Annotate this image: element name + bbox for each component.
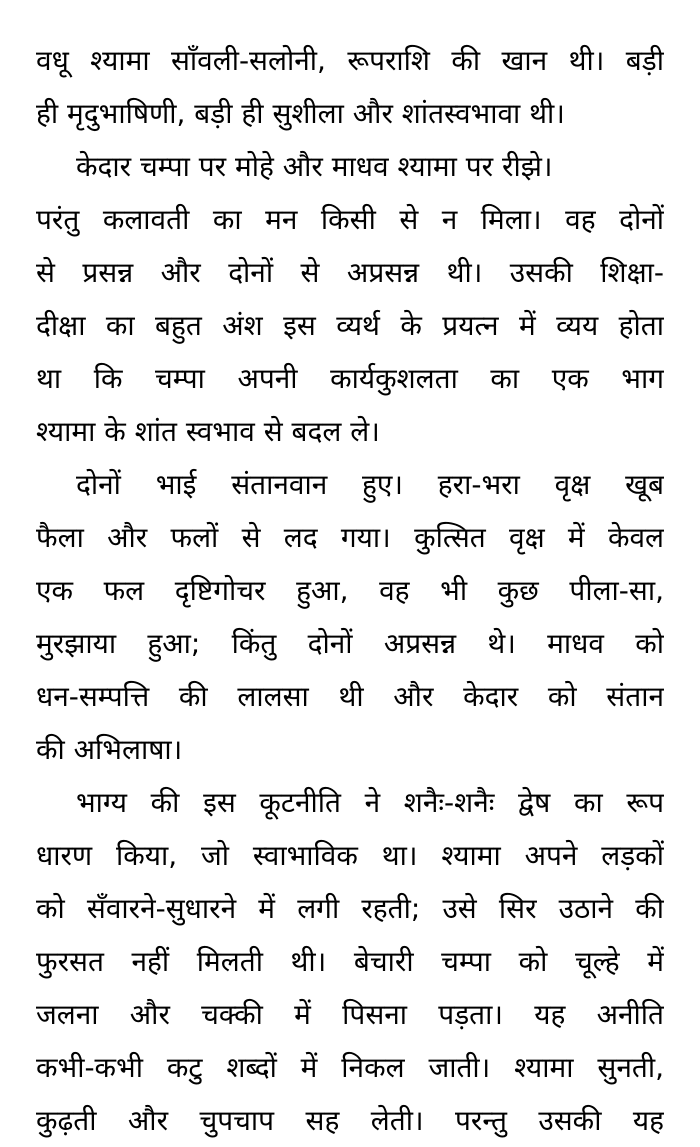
paragraph-4 (36, 776, 664, 1147)
text-line: था कि चम्पा अपनी कार्यकुशलता का एक भाग (36, 362, 664, 395)
text-line: दोनों भाई संतानवान हुए। हरा-भरा वृक्ष खूब (76, 468, 664, 501)
text-line: कुढ़ती और चुपचाप सह लेती। परन्तु उसकी यह (36, 1104, 664, 1137)
paragraph-2 (36, 140, 664, 458)
text-line: से प्रसन्न और दोनों से अप्रसन्न थी। उसकी शिक्षा- (36, 256, 664, 289)
text-line: की अभिलाषा। (36, 733, 183, 766)
text-line: धन-सम्पत्ति की लालसा थी और केदार को संतान (36, 680, 664, 713)
text-line: परंतु कलावती का मन किसी से न मिला। वह दोनों (36, 203, 664, 236)
text-line: फैला और फलों से लद गया। कुत्सित वृक्ष में केवल (36, 521, 664, 554)
text-line: जलना और चक्की में पिसना पड़ता। यह अनीति (36, 998, 664, 1031)
text-line: मुरझाया हुआ; किंतु दोनों अप्रसन्न थे। माधव को (36, 627, 664, 660)
text-line: वधू श्यामा साँवली-सलोनी, रूपराशि की खान थी। बड़ी (36, 44, 664, 77)
paragraph-1 (36, 34, 664, 140)
text-line: फुरसत नहीं मिलती थी। बेचारी चम्पा को चूल्हे में (36, 945, 664, 978)
text-line: केदार चम्पा पर मोहे और माधव श्यामा पर रीझे। (76, 150, 553, 183)
paragraph-3 (36, 458, 664, 776)
text-line: भाग्य की इस कूटनीति ने शनैः-शनैः द्वेष का रूप (76, 786, 664, 819)
text-line: श्यामा के शांत स्वभाव से बदल ले। (36, 415, 380, 448)
text-line: एक फल दृष्टिगोचर हुआ, वह भी कुछ पीला-सा, (36, 574, 664, 607)
text-line: को सँवारने-सुधारने में लगी रहती; उसे सिर उठाने की (36, 892, 664, 925)
text-line: धारण किया, जो स्वाभाविक था। श्यामा अपने लड़कों (36, 839, 664, 872)
text-line: दीक्षा का बहुत अंश इस व्यर्थ के प्रयत्न में व्यय होता (36, 309, 664, 342)
text-line: ही मृदुभाषिणी, बड़ी ही सुशीला और शांतस्वभावा थी। (36, 97, 565, 130)
text-line: कभी-कभी कटु शब्दों में निकल जाती। श्यामा सुनती, (36, 1051, 664, 1084)
